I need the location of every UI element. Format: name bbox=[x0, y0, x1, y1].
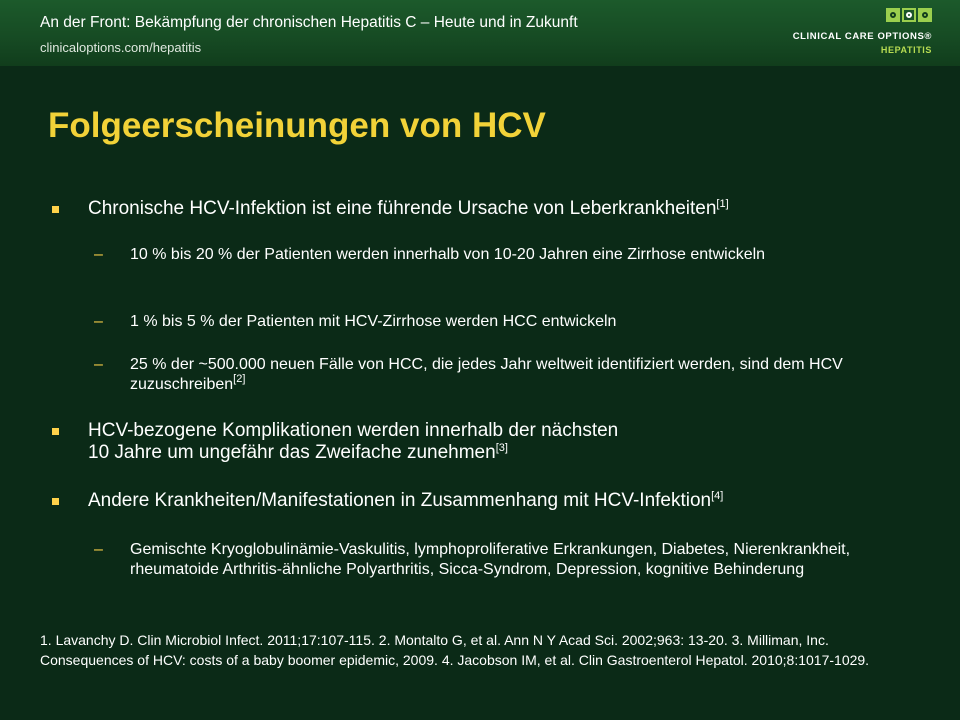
dash-bullet-icon: – bbox=[94, 356, 103, 373]
sub-bullet-text: 1 % bis 5 % der Patienten mit HCV-Zirrhose werden HCC entwickeln bbox=[130, 313, 617, 330]
square-bullet-icon bbox=[52, 498, 59, 505]
bullet-text: 10 Jahre um ungefähr das Zweifache zunehmen bbox=[88, 442, 496, 463]
sub-bullet-text: 25 % der ~500.000 neuen Fälle von HCC, die jedes Jahr weltweit identifiziert werden, sind dem HCV zuzuschreiben bbox=[130, 356, 843, 393]
logo-name: CLINICAL CARE OPTIONS® bbox=[792, 31, 932, 42]
bullet-text: Chronische HCV-Infektion ist eine führende Ursache von Leberkrankheiten bbox=[88, 198, 717, 219]
citation-ref: [4] bbox=[711, 490, 724, 502]
citation-ref: [1] bbox=[716, 198, 729, 210]
clinical-care-options-logo bbox=[782, 8, 932, 60]
dash-bullet-icon: – bbox=[94, 541, 103, 558]
sub-bullet-text: Gemischte Kryoglobulinämie-Vaskulitis, lymphoproliferative Erkrankungen, Diabetes, Nierenkrankheit, rheumatoide Arthritis-ähnliche Polyarthritis, Sicca-Syndrom, Depression, kognitive Behinderung bbox=[130, 541, 851, 578]
slide-header bbox=[0, 0, 960, 66]
references: 1. Lavanchy D. Clin Microbiol Infect. 2011;17:107-115. 2. Montalto G, et al. Ann N Y Acad Sci. 2002;963: 13-20. 3. Milliman, Inc. Consequences of HCV: costs of a baby boomer epidemic, 2009. 4. Jacobson IM, et al. Clin Gastroenterol Hepatol. 2010;8:1017-1029. bbox=[40, 632, 870, 668]
dash-bullet-icon: – bbox=[94, 313, 103, 330]
bullet-text: Andere Krankheiten/Manifestationen in Zusammenhang mit HCV-Infektion bbox=[88, 490, 712, 511]
header-url: clinicaloptions.com/hepatitis bbox=[40, 40, 202, 55]
logo-mark-icon bbox=[886, 8, 932, 22]
citation-ref: [2] bbox=[233, 373, 246, 385]
logo-c-box-outline-icon bbox=[902, 8, 916, 22]
logo-subtitle: HEPATITIS bbox=[880, 45, 932, 55]
bullet-text: HCV-bezogene Komplikationen werden innerhalb der nächsten bbox=[88, 420, 619, 441]
header-title: An der Front: Bekämpfung der chronischen Hepatitis C – Heute und in Zukunft bbox=[40, 14, 578, 31]
square-bullet-icon bbox=[52, 428, 59, 435]
logo-o-box-icon bbox=[918, 8, 932, 22]
logo-c-box-icon bbox=[886, 8, 900, 22]
slide-title: Folgeerscheinungen von HCV bbox=[48, 106, 546, 145]
square-bullet-icon bbox=[52, 206, 59, 213]
sub-bullet-text: 10 % bis 20 % der Patienten werden innerhalb von 10-20 Jahren eine Zirrhose entwickeln bbox=[130, 246, 766, 263]
citation-ref: [3] bbox=[495, 442, 508, 454]
dash-bullet-icon: – bbox=[94, 246, 103, 263]
